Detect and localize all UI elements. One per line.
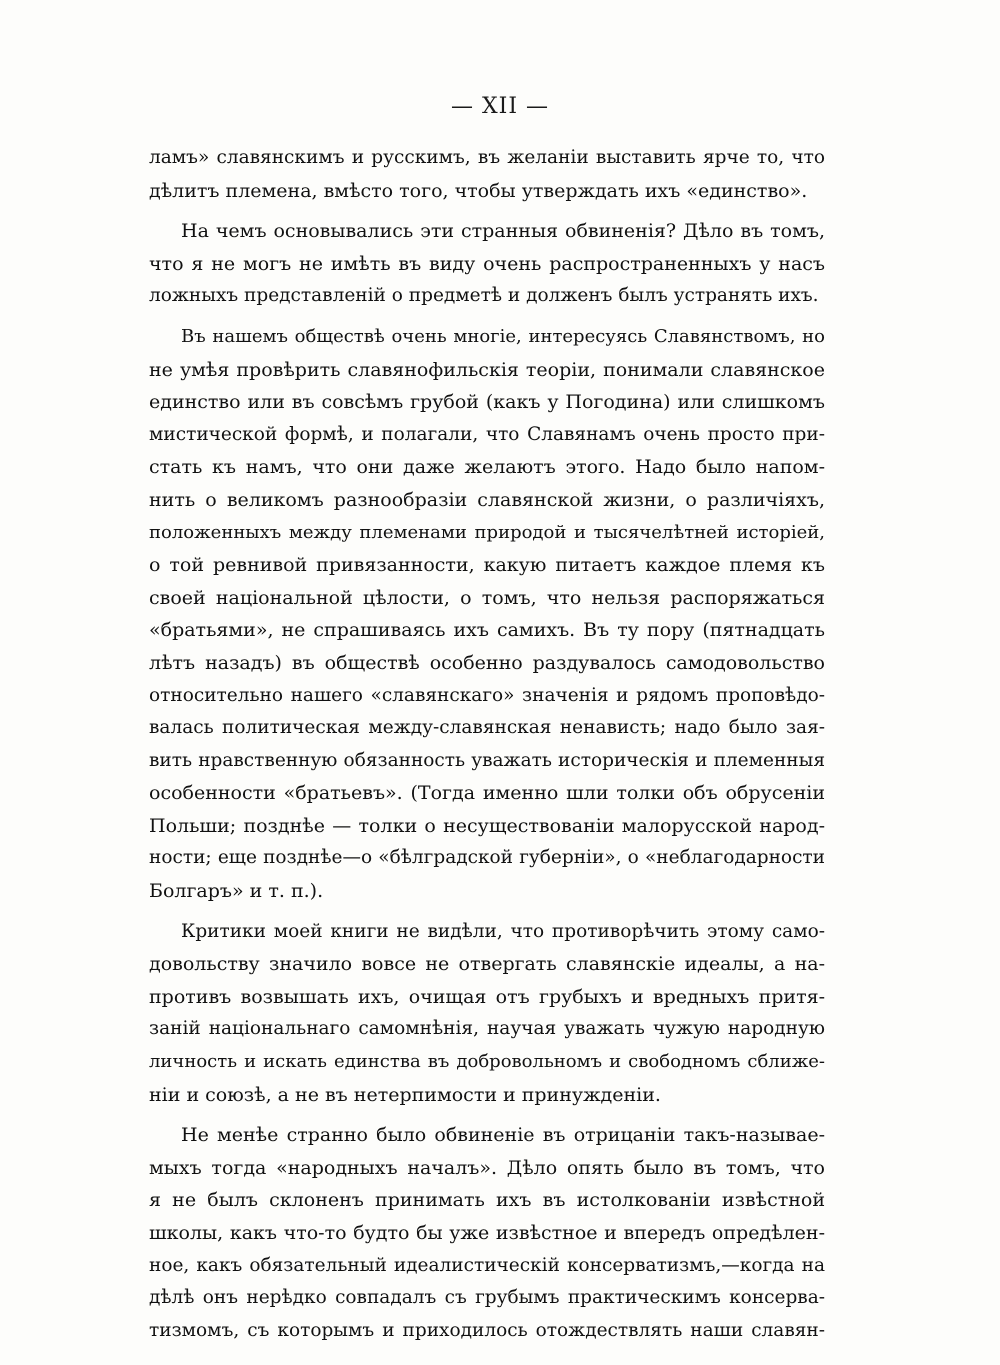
text-line: ніи и союзѣ, а не въ нетерпимости и принужденіи. bbox=[149, 1083, 661, 1106]
text-line: личность и искать единства въ добровольномъ и свободномъ сближе- bbox=[149, 1051, 825, 1073]
text-line: что я не могъ не имѣть въ виду очень распространенныхъ у насъ bbox=[149, 252, 825, 275]
text-line: противъ возвышать ихъ, очищая отъ грубыхъ и вредныхъ притя- bbox=[149, 985, 825, 1008]
text-line: школы, какъ что-то будто бы уже извѣстное и впередъ опредѣлен- bbox=[149, 1222, 825, 1244]
text-line: вить нравственную обязанность уважать историческія и племенныя bbox=[149, 749, 825, 771]
text-line: дѣлитъ племена, вмѣсто того, чтобы утверждать ихъ «единство». bbox=[149, 179, 808, 202]
text-line: мыхъ тогда «народныхъ началъ». Дѣло опять было въ томъ, что bbox=[149, 1156, 825, 1179]
text-line: своей національной цѣлости, о томъ, что нельзя распоряжаться bbox=[149, 586, 825, 609]
text-line: валась политическая между-славянская ненависть; надо было зая- bbox=[149, 717, 825, 739]
page-number: — XII — bbox=[450, 94, 550, 119]
body-text bbox=[149, 142, 825, 1347]
text-line: не умѣя провѣрить славянофильскія теоріи, понимали славянское bbox=[149, 358, 825, 381]
text-line: особенности «братьевъ». (Тогда именно шли толки объ обрусеніи bbox=[149, 782, 825, 805]
text-line: Въ нашемъ обществѣ очень многіе, интересуясь Славянствомъ, но bbox=[181, 325, 825, 347]
text-line: «братьями», не спрашиваясь ихъ самихъ. Въ ту пору (пятнадцать bbox=[149, 619, 825, 642]
text-line: стать къ намъ, что они даже желаютъ этого. Надо было напом- bbox=[149, 456, 825, 479]
text-line: я не былъ склоненъ принимать ихъ въ истолкованіи извѣстной bbox=[149, 1189, 825, 1212]
text-line: Польши; позднѣе — толки о несуществованіи малорусской народ- bbox=[149, 814, 825, 837]
text-line: единство или въ совсѣмъ грубой (какъ у Погодина) или слишкомъ bbox=[149, 391, 825, 414]
text-line: относительно нашего «славянскаго» значенія и рядомъ проповѣдо- bbox=[149, 684, 825, 706]
text-line: о той ревнивой привязанности, какую питаетъ каждое племя къ bbox=[149, 554, 825, 577]
text-line: положенныхъ между племенами природой и тысячелѣтней исторіей, bbox=[149, 521, 825, 543]
text-line: ности; еще позднѣе—о «бѣлградской губерніи», о «неблагодарности bbox=[149, 847, 825, 869]
text-line: лѣтъ назадъ) въ обществѣ особенно раздувалось самодовольство bbox=[149, 651, 825, 674]
text-line: ламъ» славянскимъ и русскимъ, въ желаніи выставить ярче то, что bbox=[149, 147, 825, 168]
text-line: Болгаръ» и т. п.). bbox=[149, 880, 324, 903]
text-line: На чемъ основывались эти странныя обвиненія? Дѣло въ томъ, bbox=[181, 220, 825, 243]
text-line: Не менѣе странно было обвиненіе въ отрицаніи такъ-называе- bbox=[181, 1124, 825, 1147]
text-line: мистической формѣ, и полагали, что Славянамъ очень просто при- bbox=[149, 423, 825, 445]
text-line: дѣлѣ онъ нерѣдко совпадалъ съ грубымъ практическимъ консерва- bbox=[149, 1287, 825, 1309]
text-line: ложныхъ представленій о предметѣ и долженъ былъ устранять ихъ. bbox=[149, 285, 819, 307]
text-line: нить о великомъ разнообразіи славянской жизни, о различіяхъ, bbox=[149, 488, 825, 511]
text-line: Критики моей книги не видѣли, что противорѣчить этому само- bbox=[181, 920, 825, 942]
text-line: ное, какъ обязательный идеалистическій консерватизмъ,—когда на bbox=[149, 1254, 825, 1276]
text-line: тизмомъ, съ которымъ и приходилось отождествлять наши славян- bbox=[149, 1319, 825, 1341]
text-line: довольству значило вовсе не отвергать славянскіе идеалы, а на- bbox=[149, 953, 825, 976]
text-line: заній національнаго самомнѣнія, научая уважать чужую народную bbox=[149, 1018, 825, 1040]
